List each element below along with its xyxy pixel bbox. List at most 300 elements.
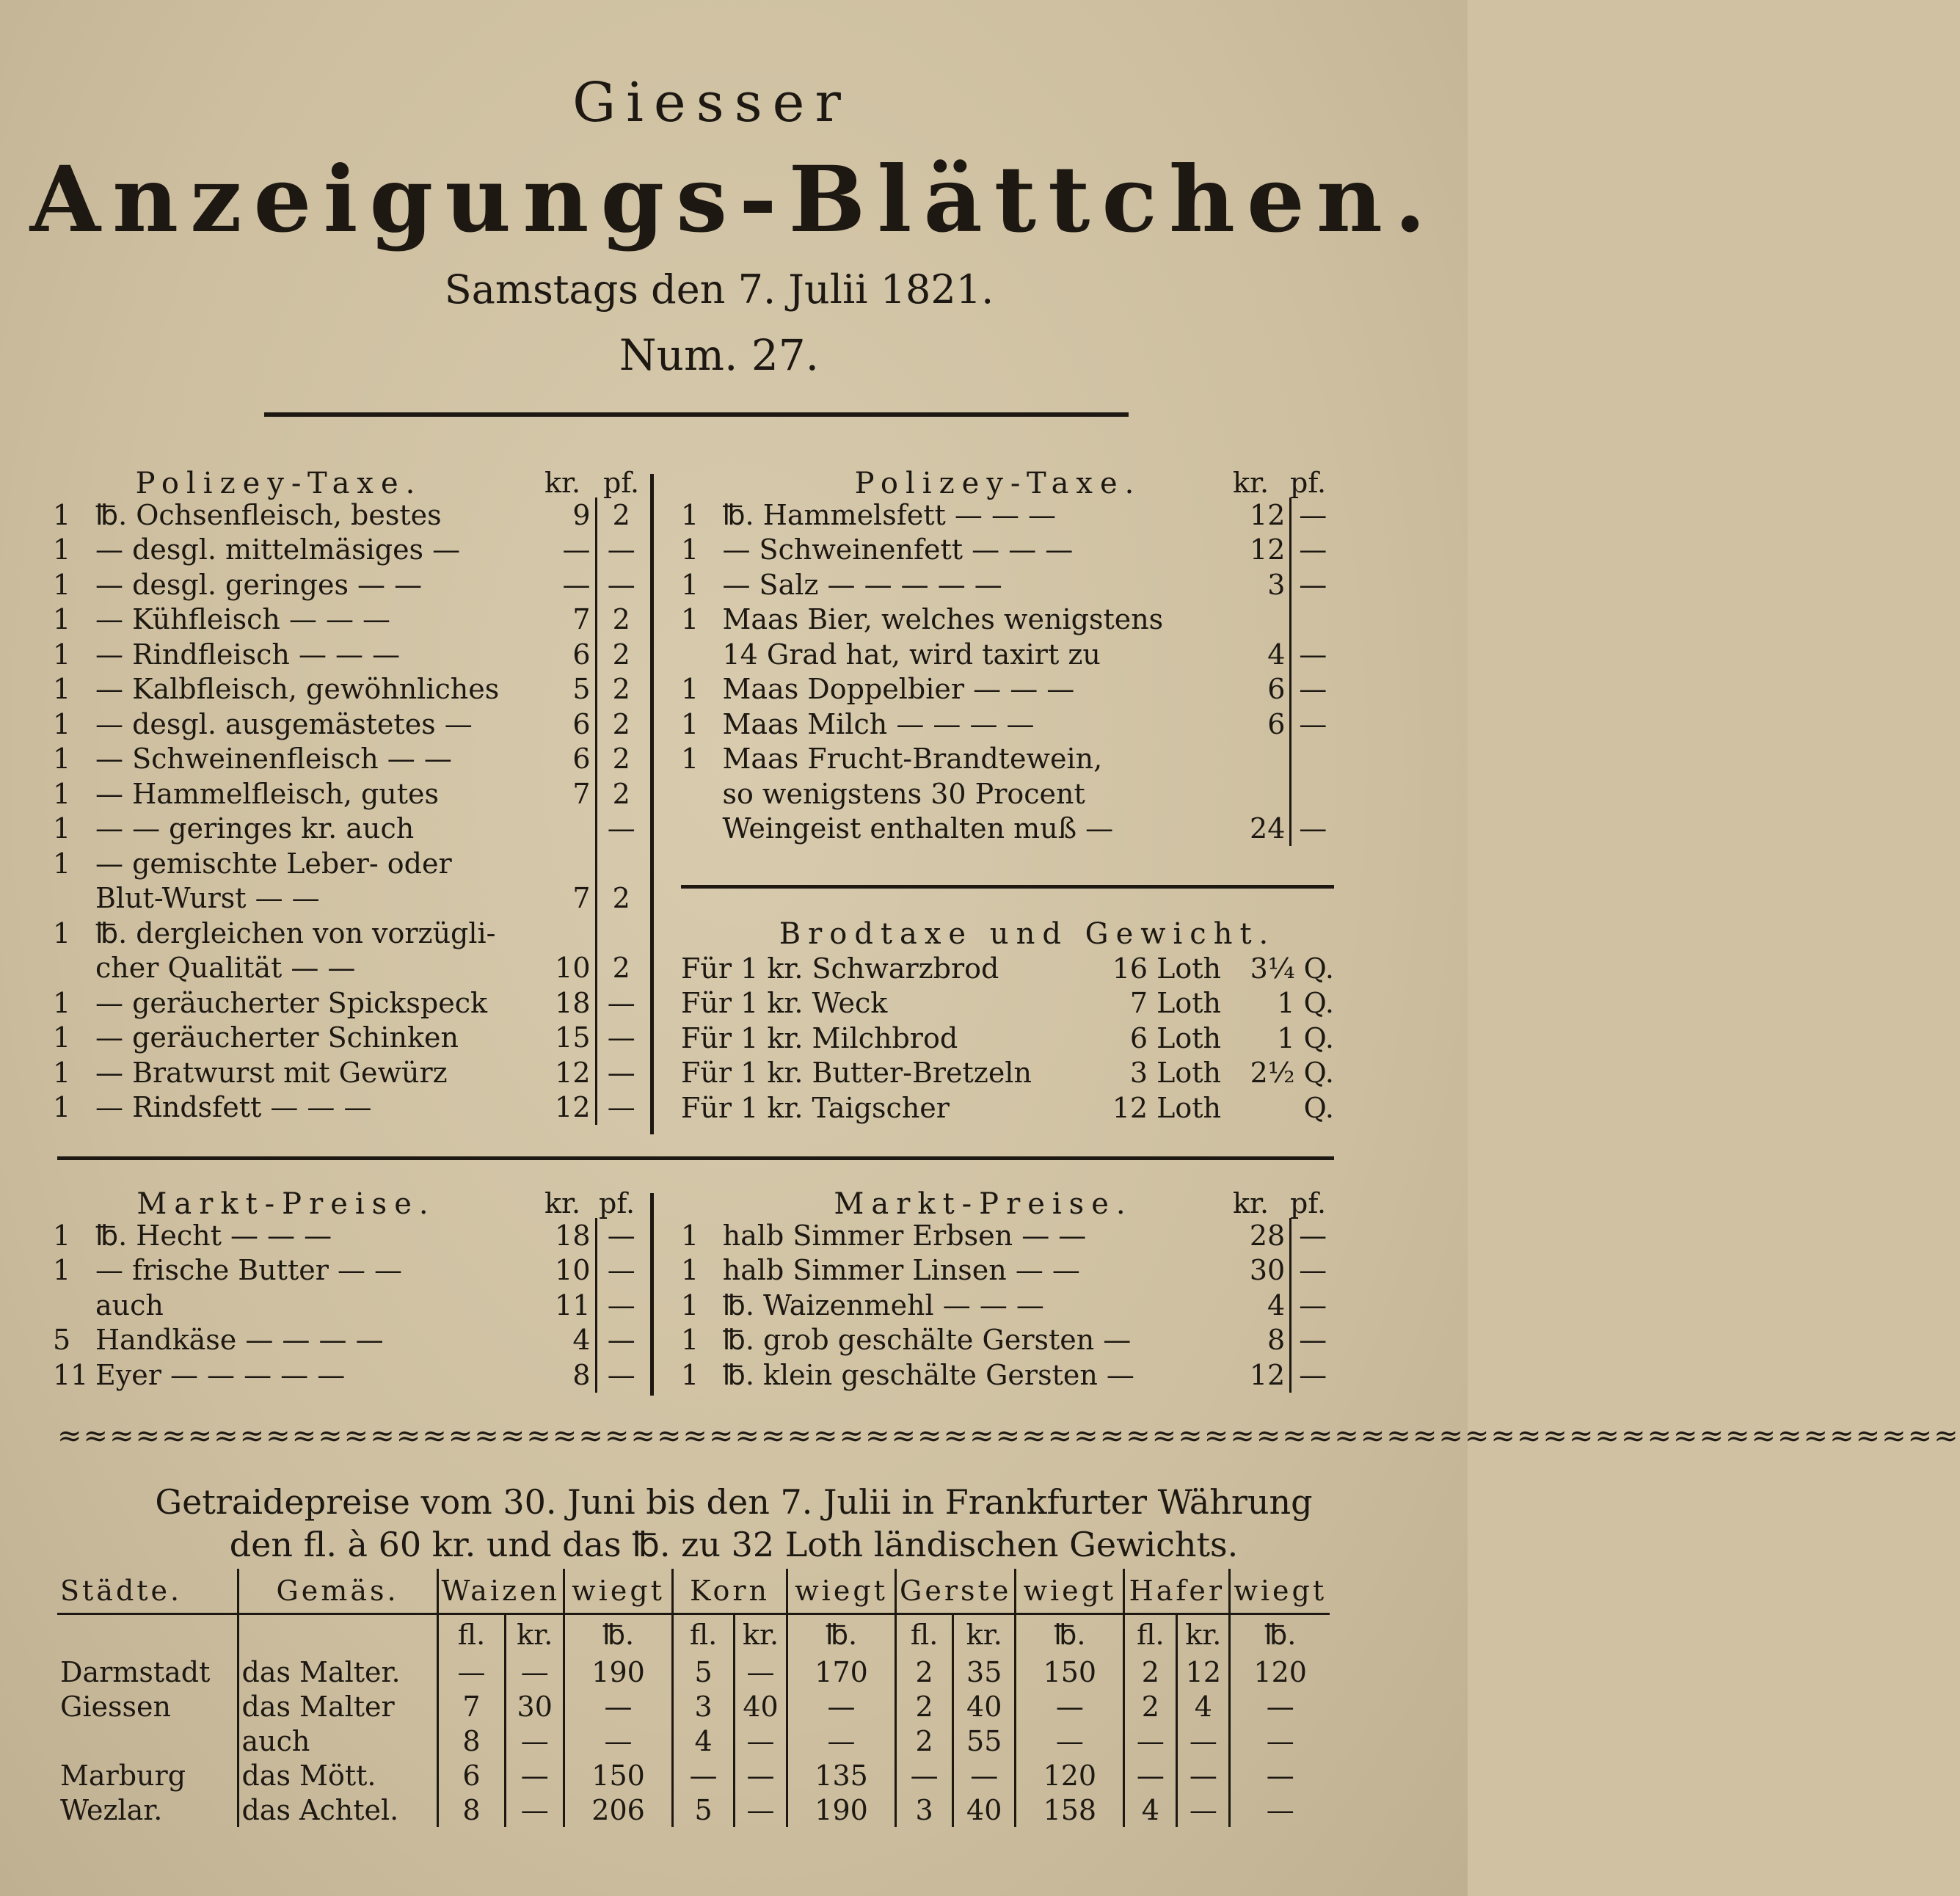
cell-korn-weight: —: [787, 1724, 896, 1758]
cell-korn-kr: —: [735, 1793, 787, 1827]
cell-hafer-weight: —: [1266, 1759, 1294, 1792]
cell-gerste-fl: —: [896, 1758, 953, 1793]
row-quantity: [53, 881, 95, 916]
subheader-gerste-fl: fl.: [896, 1614, 953, 1655]
column-separator-upper: [650, 474, 654, 1134]
cell-hafer-fl: 4: [1124, 1793, 1177, 1827]
row-item: ℔. dergleichen von vorzügli-: [95, 916, 496, 949]
table-row: [53, 776, 646, 812]
table-row: [53, 707, 646, 742]
cell-gerste-kr: 40: [953, 1689, 1016, 1724]
row-quantity: 1: [53, 673, 71, 706]
table-row: [57, 1689, 1330, 1724]
bread-item: Für 1 kr. Weck: [681, 987, 888, 1020]
getraide-table: [57, 1569, 1330, 1827]
bread-item: Für 1 kr. Schwarzbrod: [681, 952, 999, 985]
table-row: [681, 1253, 1334, 1288]
header-waizen-wiegt: wiegt: [564, 1569, 673, 1614]
row-price-pf: —: [607, 568, 635, 601]
header-korn-wiegt: wiegt: [787, 1569, 896, 1614]
row-price-pf: 2: [612, 673, 630, 706]
table-row: [57, 1655, 1330, 1689]
row-quantity: 1: [681, 1219, 699, 1252]
row-price-pf: [596, 846, 646, 881]
row-quantity: 1: [53, 498, 71, 531]
cell-hafer-weight: —: [1266, 1724, 1294, 1757]
row-item: — geräucherter Schinken: [95, 1021, 459, 1054]
row-item: — gemischte Leber- oder: [95, 847, 452, 880]
table-row: [53, 742, 646, 777]
row-quantity: 1: [53, 847, 71, 880]
cell-measure: das Achtel.: [238, 1793, 437, 1827]
row-item: — — geringes kr. auch: [95, 812, 415, 845]
row-quantity: 11: [53, 1358, 89, 1391]
table-row: [53, 602, 646, 638]
row-price-kr: 24: [1244, 812, 1291, 847]
row-item: 14 Grad hat, wird taxirt zu: [722, 638, 1101, 671]
row-quantity: 1: [681, 533, 699, 566]
row-quantity: 1: [53, 638, 71, 671]
cell-gerste-weight: —: [1016, 1724, 1124, 1758]
markt-right-pf-header: pf.: [1290, 1187, 1327, 1219]
cell-gerste-fl: 2: [896, 1689, 953, 1724]
subheader-waizen-kr: kr.: [506, 1614, 564, 1655]
cell-hafer-fl: —: [1124, 1724, 1177, 1758]
row-price-pf: —: [607, 1254, 635, 1287]
row-price-pf: [1291, 742, 1334, 777]
row-price-pf: —: [1299, 638, 1327, 671]
header-staedte: Städte.: [57, 1569, 238, 1614]
row-item: — Bratwurst mit Gewürz: [95, 1056, 448, 1089]
cell-city: Giessen: [57, 1689, 238, 1724]
cell-korn-kr: 40: [735, 1689, 787, 1724]
bread-item: Für 1 kr. Taigscher: [681, 1091, 950, 1124]
row-item: Blut-Wurst — —: [95, 882, 320, 915]
cell-city: [57, 1724, 238, 1758]
cell-measure: das Mött.: [238, 1758, 437, 1793]
table-row: [53, 846, 646, 881]
row-quantity: [53, 1288, 95, 1323]
cell-korn-kr: —: [735, 1758, 787, 1793]
issue-date: Samstags den 7. Julii 1821.: [444, 266, 994, 313]
row-item: cher Qualität — —: [95, 952, 356, 985]
row-quantity: 1: [53, 1021, 71, 1054]
row-item: ℔. klein geschälte Gersten —: [722, 1358, 1134, 1391]
table-row: [681, 602, 1334, 638]
row-item: Maas Frucht-Brandtewein,: [722, 743, 1103, 776]
table-row: [681, 637, 1334, 672]
row-item: — Hammelfleisch, gutes: [95, 777, 440, 810]
masthead-title: Anzeigungs-Blättchen.: [29, 147, 1438, 253]
row-price-kr: 6: [1244, 707, 1291, 742]
row-price-kr: 10: [540, 951, 596, 986]
row-quantity: [681, 776, 722, 812]
header-hafer: Hafer: [1124, 1569, 1230, 1614]
row-price-kr: 6: [540, 707, 596, 742]
cell-waizen-kr: —: [506, 1724, 564, 1758]
row-item: Maas Doppelbier — — —: [722, 673, 1075, 706]
row-price-pf: —: [1299, 1288, 1327, 1321]
row-price-kr: 30: [1244, 1253, 1291, 1288]
row-price-kr: 4: [540, 1323, 596, 1358]
row-price-pf: [1291, 776, 1334, 812]
table-row: [681, 986, 1334, 1021]
row-item: — desgl. geringes — —: [95, 568, 423, 601]
table-row: [53, 881, 646, 916]
row-price-pf: —: [1299, 673, 1327, 706]
row-quantity: 5: [53, 1324, 71, 1357]
table-row: [53, 1055, 646, 1090]
cell-hafer-fl: 2: [1124, 1655, 1177, 1689]
row-item: — Rindfleisch — — —: [95, 638, 401, 671]
row-price-pf: [596, 916, 646, 951]
bread-weight-loth: 12 Loth: [1112, 1091, 1221, 1124]
bread-weight-quentchen: Q.: [1303, 1091, 1334, 1124]
cell-waizen-weight: —: [564, 1724, 673, 1758]
table-row: [681, 951, 1334, 986]
cell-waizen-weight: —: [564, 1689, 673, 1724]
row-price-pf: —: [607, 812, 635, 845]
cell-korn-fl: 5: [673, 1655, 735, 1689]
table-row: [53, 916, 646, 951]
row-price-pf: —: [607, 1091, 635, 1124]
row-price-kr: 4: [1244, 637, 1291, 672]
row-quantity: 1: [53, 743, 71, 776]
table-row: [57, 1724, 1330, 1758]
table-row: [53, 951, 646, 986]
table-row: [57, 1758, 1330, 1793]
table-row: [681, 567, 1334, 602]
row-quantity: 1: [53, 1254, 71, 1287]
row-price-pf: [1291, 602, 1334, 638]
markt-right-table: [681, 1218, 1334, 1393]
bread-weight-quentchen: 3¼ Q.: [1250, 952, 1334, 985]
table-row: [681, 707, 1334, 742]
table-row: [681, 497, 1334, 533]
polizey-left-table: [53, 497, 646, 1125]
row-price-pf: 2: [612, 498, 630, 531]
markt-right-kr-header: kr.: [1233, 1187, 1269, 1219]
cell-korn-fl: 5: [673, 1793, 735, 1827]
column-separator-lower: [650, 1193, 654, 1396]
table-row: [57, 1793, 1330, 1827]
subheader-hafer-fl: fl.: [1124, 1614, 1177, 1655]
cell-korn-weight: 135: [787, 1758, 896, 1793]
row-price-kr: 12: [1244, 497, 1291, 533]
row-price-kr: —: [540, 533, 596, 568]
subheader-empty: [238, 1614, 437, 1655]
row-item: auch: [95, 1288, 164, 1321]
table-row: [53, 1253, 646, 1288]
row-price-pf: —: [607, 1288, 635, 1321]
cell-hafer-fl: 2: [1124, 1689, 1177, 1724]
row-quantity: 1: [53, 916, 71, 949]
cell-waizen-fl: 7: [437, 1689, 506, 1724]
table-row: [53, 1218, 646, 1253]
row-item: halb Simmer Erbsen — —: [722, 1219, 1087, 1252]
table-row: [53, 1357, 646, 1393]
masthead: [0, 66, 1468, 384]
subheader-gerste-lb: ℔.: [1016, 1614, 1124, 1655]
polizey-left-title: Polizey-Taxe.: [135, 467, 423, 500]
cell-waizen-kr: —: [506, 1758, 564, 1793]
row-item: halb Simmer Linsen — —: [722, 1254, 1080, 1287]
row-price-pf: —: [1299, 533, 1327, 566]
cell-hafer-kr: —: [1177, 1793, 1230, 1827]
row-quantity: 1: [53, 1056, 71, 1089]
brodtaxe-table: [681, 951, 1334, 1126]
cell-city: Darmstadt: [57, 1655, 238, 1689]
row-price-pf: 2: [612, 777, 630, 810]
bread-weight-quentchen: 2½ Q.: [1250, 1057, 1334, 1090]
row-quantity: [681, 812, 722, 847]
row-quantity: 1: [681, 743, 699, 776]
cell-korn-weight: —: [787, 1689, 896, 1724]
table-row: [681, 742, 1334, 777]
cell-korn-kr: —: [735, 1655, 787, 1689]
row-item: Maas Bier, welches wenigstens: [722, 603, 1164, 636]
table-row: [53, 567, 646, 602]
cell-waizen-kr: —: [506, 1793, 564, 1827]
row-price-pf: —: [1299, 1324, 1327, 1357]
table-row: [681, 1218, 1334, 1253]
row-price-pf: 2: [612, 603, 630, 636]
cell-waizen-fl: 8: [437, 1724, 506, 1758]
cell-korn-fl: —: [673, 1758, 735, 1793]
cell-city: Wezlar.: [57, 1793, 238, 1827]
subheader-hafer-kr: kr.: [1177, 1614, 1230, 1655]
row-item: so wenigstens 30 Procent: [722, 777, 1085, 810]
table-row: [681, 1021, 1334, 1056]
cell-waizen-weight: 150: [564, 1758, 673, 1793]
row-quantity: 1: [681, 1358, 699, 1391]
row-price-kr: 12: [1244, 533, 1291, 568]
row-price-kr: 6: [540, 637, 596, 672]
masthead-line1: Giesser: [572, 71, 851, 134]
row-quantity: 1: [681, 1288, 699, 1321]
row-price-kr: [540, 916, 596, 951]
cell-hafer-weight: —: [1266, 1690, 1294, 1723]
row-quantity: 1: [53, 986, 71, 1019]
table-row: [681, 812, 1334, 847]
markt-left-table: [53, 1218, 646, 1393]
row-quantity: 1: [681, 1324, 699, 1357]
bread-weight-quentchen: 1 Q.: [1277, 987, 1334, 1020]
row-price-pf: —: [1299, 568, 1327, 601]
cell-hafer-kr: 4: [1177, 1689, 1230, 1724]
row-quantity: 1: [681, 568, 699, 601]
row-price-pf: —: [607, 1358, 635, 1391]
row-price-kr: 6: [540, 742, 596, 777]
row-price-pf: —: [607, 1056, 635, 1089]
row-price-kr: 18: [540, 985, 596, 1021]
cell-hafer-kr: —: [1177, 1724, 1230, 1758]
row-price-kr: 7: [540, 602, 596, 638]
row-quantity: 1: [681, 498, 699, 531]
table-row: [53, 497, 646, 533]
getraide-title-line1: Getraidepreise vom 30. Juni bis den 7. Julii in Frankfurter Währung: [155, 1482, 1313, 1522]
cell-hafer-weight: 120: [1253, 1655, 1307, 1688]
row-item: ℔. Hammelsfett — — —: [722, 498, 1057, 531]
cell-korn-kr: —: [735, 1724, 787, 1758]
table-row: [681, 1090, 1334, 1126]
row-price-kr: 18: [540, 1218, 596, 1253]
cell-waizen-weight: 190: [564, 1655, 673, 1689]
table-row: [53, 812, 646, 847]
table-row: [53, 985, 646, 1021]
row-quantity: [53, 951, 95, 986]
row-price-pf: —: [1299, 1219, 1327, 1252]
row-price-kr: [1244, 602, 1291, 638]
row-quantity: [681, 637, 722, 672]
cell-gerste-kr: —: [953, 1758, 1016, 1793]
cell-gerste-kr: 40: [953, 1793, 1016, 1827]
polizey-right-kr-header: kr.: [1233, 467, 1269, 499]
row-price-pf: —: [1299, 1254, 1327, 1287]
row-price-pf: —: [1299, 1358, 1327, 1391]
row-price-pf: —: [1299, 498, 1327, 531]
header-hafer-wiegt: wiegt: [1230, 1569, 1330, 1614]
subheader-gerste-kr: kr.: [953, 1614, 1016, 1655]
cell-waizen-weight: 206: [564, 1793, 673, 1827]
bread-weight-loth: 16 Loth: [1112, 952, 1221, 985]
row-item: — frische Butter — —: [95, 1254, 403, 1287]
row-price-kr: 4: [1244, 1288, 1291, 1323]
row-quantity: 1: [53, 1091, 71, 1124]
row-item: ℔. Waizenmehl — — —: [722, 1288, 1044, 1321]
row-item: ℔. Ochsenfleisch, bestes: [95, 498, 442, 531]
bread-weight-loth: 7 Loth: [1129, 987, 1221, 1020]
bread-weight-quentchen: 1 Q.: [1277, 1021, 1334, 1054]
cell-waizen-kr: —: [506, 1655, 564, 1689]
cell-hafer-fl: —: [1124, 1758, 1177, 1793]
table-row: [53, 1288, 646, 1323]
cell-waizen-fl: 8: [437, 1793, 506, 1827]
row-price-pf: 2: [612, 707, 630, 740]
row-price-pf: —: [607, 1021, 635, 1054]
markt-left-kr-header: kr.: [544, 1187, 581, 1219]
row-price-kr: [540, 812, 596, 847]
row-price-kr: —: [540, 567, 596, 602]
row-quantity: 1: [681, 1254, 699, 1287]
table-row: [53, 1021, 646, 1056]
subheader-hafer-lb: ℔.: [1264, 1619, 1297, 1651]
table-row: [53, 1090, 646, 1126]
polizey-left-kr-header: kr.: [544, 467, 581, 499]
cell-hafer-kr: 12: [1177, 1655, 1230, 1689]
subheader-waizen-lb: ℔.: [564, 1614, 673, 1655]
row-quantity: 1: [53, 707, 71, 740]
cell-gerste-weight: —: [1016, 1689, 1124, 1724]
row-item: — Schweinenfleisch — —: [95, 743, 452, 776]
table-row: [53, 1323, 646, 1358]
row-price-kr: [1244, 742, 1291, 777]
table-row: [681, 672, 1334, 707]
table-row: [681, 533, 1334, 568]
cell-gerste-fl: 3: [896, 1793, 953, 1827]
cell-gerste-kr: 35: [953, 1655, 1016, 1689]
row-price-kr: 8: [1244, 1323, 1291, 1358]
top-rule: [264, 412, 1129, 417]
row-quantity: 1: [53, 777, 71, 810]
header-gemaes: Gemäs.: [238, 1569, 437, 1614]
markt-right-title: Markt-Preise.: [834, 1187, 1133, 1221]
row-item: Weingeist enthalten muß —: [722, 812, 1114, 845]
wavy-rule: ≈≈≈≈≈≈≈≈≈≈≈≈≈≈≈≈≈≈≈≈≈≈≈≈≈≈≈≈≈≈≈≈≈≈≈≈≈≈≈≈≈≈≈≈≈≈≈≈≈≈≈≈≈≈≈≈≈≈≈≈≈≈≈≈≈≈≈≈≈≈≈≈≈: [57, 1419, 1960, 1453]
row-item: — Kalbfleisch, gewöhnliches: [95, 673, 500, 706]
row-price-kr: 7: [540, 881, 596, 916]
subheader-empty: [57, 1614, 238, 1655]
table-row: [53, 672, 646, 707]
row-price-kr: 8: [540, 1357, 596, 1393]
subheader-korn-lb: ℔.: [787, 1614, 896, 1655]
row-item: — Salz — — — — —: [722, 568, 1002, 601]
issue-number: Num. 27.: [619, 330, 820, 380]
cell-gerste-weight: 120: [1016, 1758, 1124, 1793]
cell-measure: auch: [238, 1724, 437, 1758]
header-gerste-wiegt: wiegt: [1016, 1569, 1124, 1614]
row-price-pf: 2: [612, 743, 630, 776]
cell-gerste-weight: 150: [1016, 1655, 1124, 1689]
subheader-korn-kr: kr.: [735, 1614, 787, 1655]
cell-measure: das Malter: [238, 1689, 437, 1724]
cell-city: Marburg: [57, 1758, 238, 1793]
row-item: — Kühfleisch — — —: [95, 603, 391, 636]
row-price-kr: 15: [540, 1021, 596, 1056]
header-gerste: Gerste: [896, 1569, 1016, 1614]
row-price-pf: —: [607, 533, 635, 566]
row-quantity: 1: [53, 1219, 71, 1252]
row-price-kr: 3: [1244, 567, 1291, 602]
row-price-kr: 10: [540, 1253, 596, 1288]
cell-gerste-fl: 2: [896, 1724, 953, 1758]
row-price-pf: —: [1299, 812, 1327, 845]
cell-korn-weight: 170: [787, 1655, 896, 1689]
polizey-right-pf-header: pf.: [1290, 467, 1327, 499]
header-waizen: Waizen: [437, 1569, 564, 1614]
polizey-left-pf-header: pf.: [603, 467, 640, 499]
polizey-brodtaxe-rule: [681, 885, 1334, 889]
table-row: [681, 1357, 1334, 1393]
bread-weight-loth: 3 Loth: [1129, 1057, 1221, 1090]
brodtaxe-title: Brodtaxe und Gewicht.: [779, 917, 1276, 951]
row-quantity: 1: [53, 533, 71, 566]
markt-left-pf-header: pf.: [599, 1187, 635, 1219]
table-row: [681, 1288, 1334, 1323]
row-price-kr: 7: [540, 776, 596, 812]
cell-gerste-fl: 2: [896, 1655, 953, 1689]
row-price-pf: —: [1299, 707, 1327, 740]
row-quantity: 1: [53, 568, 71, 601]
row-item: Maas Milch — — — —: [722, 707, 1035, 740]
row-quantity: 1: [681, 673, 699, 706]
row-price-kr: 28: [1244, 1218, 1291, 1253]
row-price-pf: —: [607, 1219, 635, 1252]
cell-waizen-fl: —: [437, 1655, 506, 1689]
row-item: — Rindsfett — — —: [95, 1091, 372, 1124]
subheader-korn-fl: fl.: [673, 1614, 735, 1655]
cell-waizen-kr: 30: [506, 1689, 564, 1724]
getraide-title-line2: den fl. à 60 kr. und das ℔. zu 32 Loth ländischen Gewichts.: [229, 1525, 1239, 1564]
row-price-pf: 2: [612, 638, 630, 671]
polizey-right-title: Polizey-Taxe.: [854, 467, 1142, 500]
row-price-kr: [1244, 776, 1291, 812]
cell-korn-weight: 190: [787, 1793, 896, 1827]
cell-measure: das Malter.: [238, 1655, 437, 1689]
row-price-pf: 2: [612, 882, 630, 915]
cell-hafer-kr: —: [1177, 1758, 1230, 1793]
table-row: [681, 776, 1334, 812]
